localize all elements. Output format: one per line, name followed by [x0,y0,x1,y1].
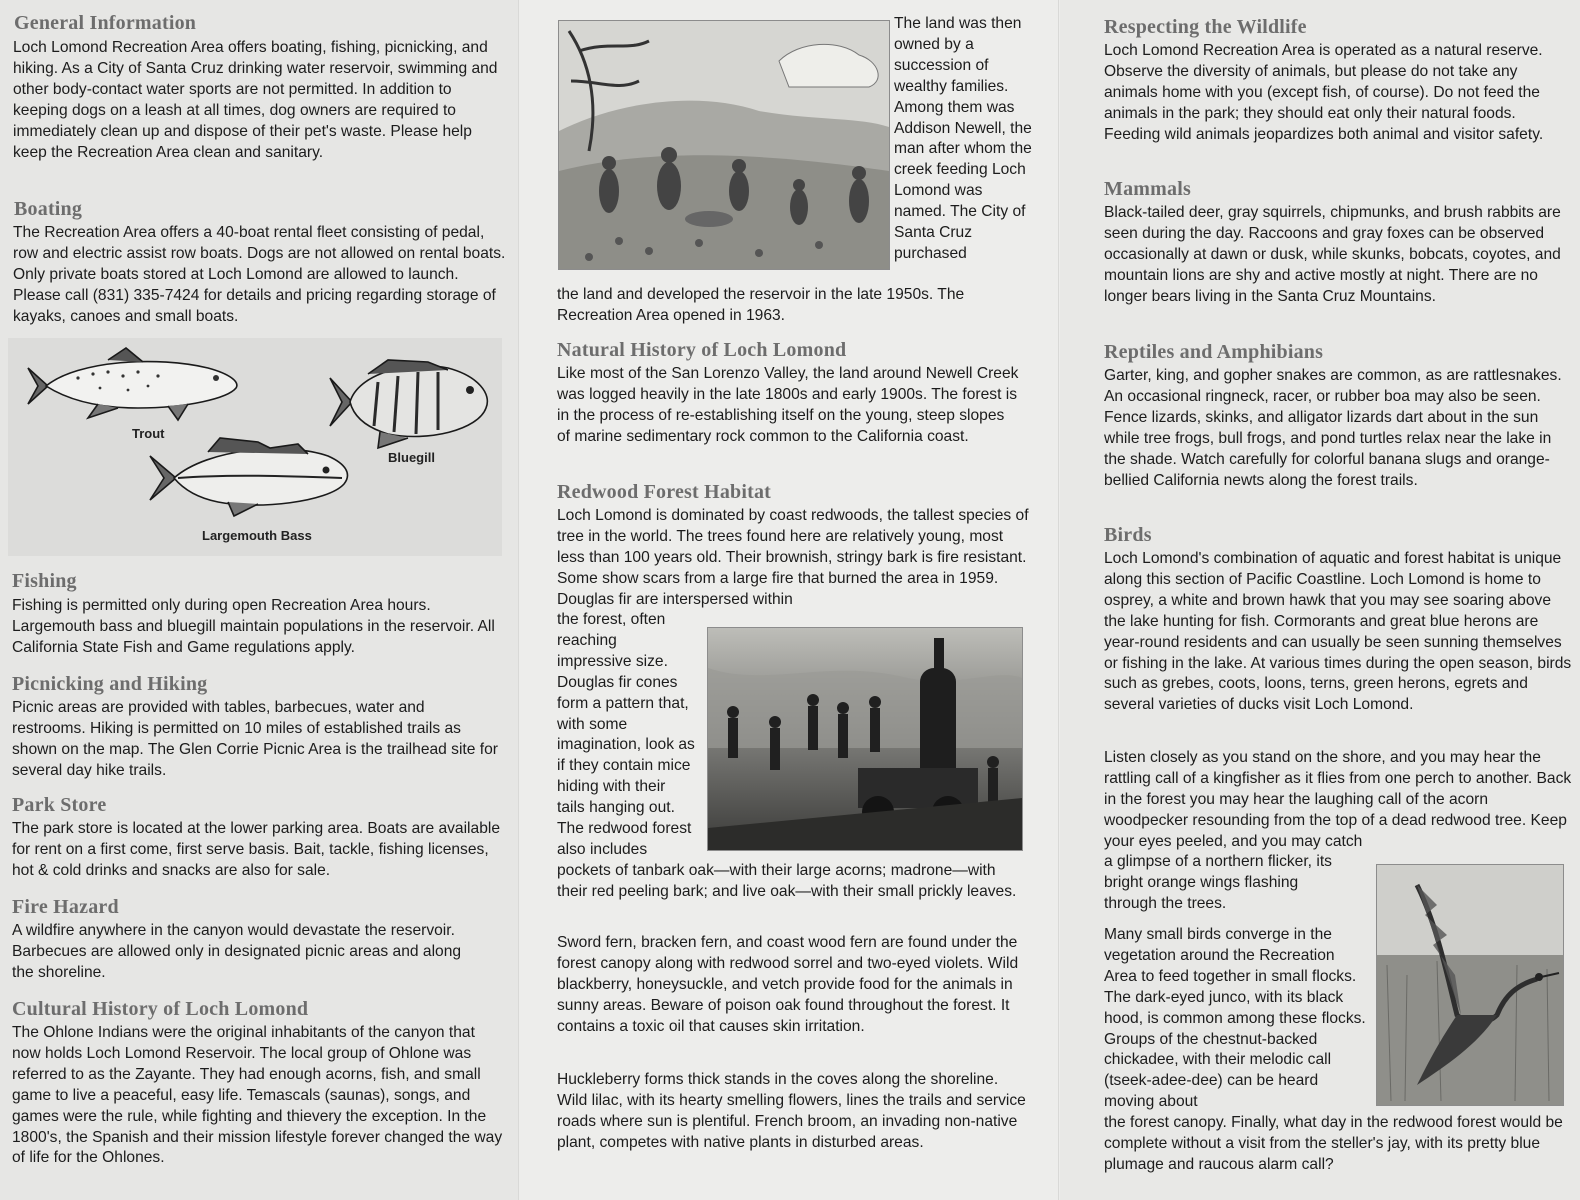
text-ferns: Sword fern, bracken fern, and coast wood fern are found under the forest canopy along with redwood sorrel and two-eyed violets. Wild blackberry, honeysuckle, and vetch provide food for the animals in sunny areas. Beware of poison oak found throughout the forest. It contains a toxic oil that causes skin irritation. [557,934,1019,1035]
text-mammals: Black-tailed deer, gray squirrels, chipmunks, and brush rabbits are seen during the day. Raccoons and gray foxes can be observed occasionally at dawn or dusk, while skunks, bobcats, coyotes, and mountain lions are shy and active mostly at night. There are no longer bears living in the Santa Cruz Mountains. [1104,204,1561,305]
text-birds-3: the forest canopy. Finally, what day in the redwood forest would be complete without a visit from the steller's jay, with its pretty blue plumage and raucous alarm call? [1104,1114,1563,1173]
text-fishing: Fishing is permitted only during open Recreation Area hours. Largemouth bass and bluegill maintain populations in the reservoir. All California State Fish and Game regulations apply. [12,597,495,656]
panel-middle [520,0,1060,1200]
label-largemouth-bass: Largemouth Bass [202,528,312,543]
text-land-history-side: The land was then owned by a succession of wealthy families. Among them was Addison Newell, the man after whom the creek feeding Loch Lomond was named. The City of Santa Cruz purchased [894,15,1032,262]
text-birds-1: Loch Lomond's combination of aquatic and forest habitat is unique along this section of Pacific Coastline. Loch Lomond is home to osprey, a white and brown hawk that you may see soaring above the lake hunting for fish. Cormorants and great blue herons are year-round residents and can usually be seen sunning themselves or fishing in the lake. At various times during the open season, birds such as grebes, coots, loons, terns, green herons, egrets and several varieties of ducks visit Loch Lomond. [1104,550,1572,714]
heading-reptiles-amphibians: Reptiles and Amphibians [1104,341,1324,363]
heading-redwood-forest: Redwood Forest Habitat [557,481,772,503]
logging-scene-icon [708,628,1022,850]
heading-park-store: Park Store [12,794,107,816]
text-birds-2-side: a glimpse of a northern flicker, its bright orange wings flashing through the trees. [1104,853,1332,912]
heading-fire-hazard: Fire Hazard [12,896,119,918]
heron-photo [1376,864,1564,1106]
logging-photo [707,627,1023,851]
text-respecting-wildlife: Loch Lomond Recreation Area is operated as a natural reserve. Observe the diversity of animals, but please do not take any animals home with you (except fish, of course). Do not feed the animals in the park; they should eat only their natural foods. Feeding wild animals jeopardizes both animal and visitor safety. [1104,42,1544,143]
heading-general-information: General Information [14,12,197,34]
text-redwood-after: pockets of tanbark oak—with their large acorns; madrone—with their red peeling bark; and live oak—with their small prickly leaves. [557,862,1017,900]
text-fire-hazard: A wildfire anywhere in the canyon would devastate the reservoir. Barbecues are allowed only in designated picnic areas and along the shoreline. [12,922,462,981]
ohlone-scene-icon [559,21,889,269]
label-bluegill: Bluegill [388,450,435,465]
text-picnicking-hiking: Picnic areas are provided with tables, barbecues, water and restrooms. Hiking is permitted on 10 miles of established trails as shown on the map. The Glen Corrie Picnic Area is the trailhead site for several day hike trails. [12,699,498,779]
heading-picnicking-hiking: Picnicking and Hiking [12,673,208,695]
ohlone-illustration [558,20,890,270]
text-redwood-forest: Loch Lomond is dominated by coast redwoods, the tallest species of tree in the world. The trees found here are relatively young, most less than 100 years old. Their brownish, stringy bark is fire resistant. Some show scars from a large fire that burned the area in 1959. Douglas fir are interspersed within [557,507,1029,608]
text-natural-history: Like most of the San Lorenzo Valley, the land around Newell Creek was logged heavily in the late 1800s and early 1900s. The forest is in the process of re-establishing itself on the young, steep slopes of marine sedimentary rock common to the California coast. [557,365,1019,445]
text-reptiles-amphibians: Garter, king, and gopher snakes are common, as are rattlesnakes. An occasional ringneck, racer, or rubber boa may also be seen. Fence lizards, skinks, and alligator lizards dart about in the sun while tree frogs, bull frogs, and pond turtles relax near the lake in the shade. Watch carefully for colorful banana slugs and orange-bellied California newts along the forest trails. [1104,367,1562,489]
fish-drawing-icon [8,338,502,556]
heading-boating: Boating [14,198,83,220]
text-general-information: Loch Lomond Recreation Area offers boating, fishing, picnicking, and hiking. As a City of Santa Cruz drinking water reservoir, swimming and other body-contact water sports are not permitted. In addition to keeping dogs on a leash at all times, dog owners are required to immediately clean up and dispose of their pet's waste. Please help keep the Recreation Area clean and sanitary. [13,39,498,161]
panel-left [0,0,520,1200]
heading-birds: Birds [1104,524,1152,546]
heading-cultural-history: Cultural History of Loch Lomond [12,998,309,1020]
text-boating: The Recreation Area offers a 40-boat rental fleet consisting of pedal, row and electric assist row boats. Dogs are not allowed on rental boats. Only private boats stored at Loch Lomond are allowed to launch. Please call (831) 335-7424 for details and pricing regarding storage of kayaks, canoes and small boats. [13,224,506,325]
heron-icon [1377,865,1563,1105]
text-huckleberry: Huckleberry forms thick stands in the coves along the shoreline. Wild lilac, with its hearty smelling flowers, lines the trails and service roads where sun is plentiful. French broom, an invading non-native plant, competes with native plants in disturbed areas. [557,1071,1026,1151]
text-park-store: The park store is located at the lower parking area. Boats are available for rent on a first come, first serve basis. Bait, tackle, fishing licenses, hot & cold drinks and snacks are also for sale. [12,820,501,879]
text-cultural-history: The Ohlone Indians were the original inhabitants of the canyon that now holds Loch Lomond Reservoir. The local group of Ohlone was referred to as the Zayante. They had enough acorns, fish, and small game to live a peaceful, easy life. Temascals (saunas), songs, and games were the rule, while fighting and thievery the exception. In the 1800's, the Spanish and their mission lifestyle forever changed the way of life for the Ohlones. [12,1024,503,1167]
text-birds-2: Listen closely as you stand on the shore, and you may hear the rattling call of a kingfisher as it flies from one perch to another. Back in the forest you may hear the laughing call of the acorn woodpecker resounding from the top of a dead redwood tree. Keep your eyes peeled, and you may catch [1104,749,1572,850]
heading-mammals: Mammals [1104,178,1191,200]
text-birds-3-side: Many small birds converge in the vegetation around the Recreation Area to feed together in small flocks. The dark-eyed junco, with its black hood, is common among these flocks. Groups of the chestnut-backed chickadee, with their melodic call (tseek-adee-dee) can be heard moving about [1104,926,1366,1111]
heading-fishing: Fishing [12,570,77,592]
heading-natural-history: Natural History of Loch Lomond [557,339,847,361]
label-trout: Trout [132,426,165,441]
text-land-history: the land and developed the reservoir in the late 1950s. The Recreation Area opened in 1963. [557,286,965,324]
text-redwood-side: the forest, often reaching impressive size. Douglas fir cones form a pattern that, with some imagination, look as if they contain mice hiding with their tails hanging out. The redwood forest also includes [557,611,695,858]
panel-right [1060,0,1580,1200]
fish-illustration [8,338,502,556]
heading-respecting-wildlife: Respecting the Wildlife [1104,16,1307,38]
